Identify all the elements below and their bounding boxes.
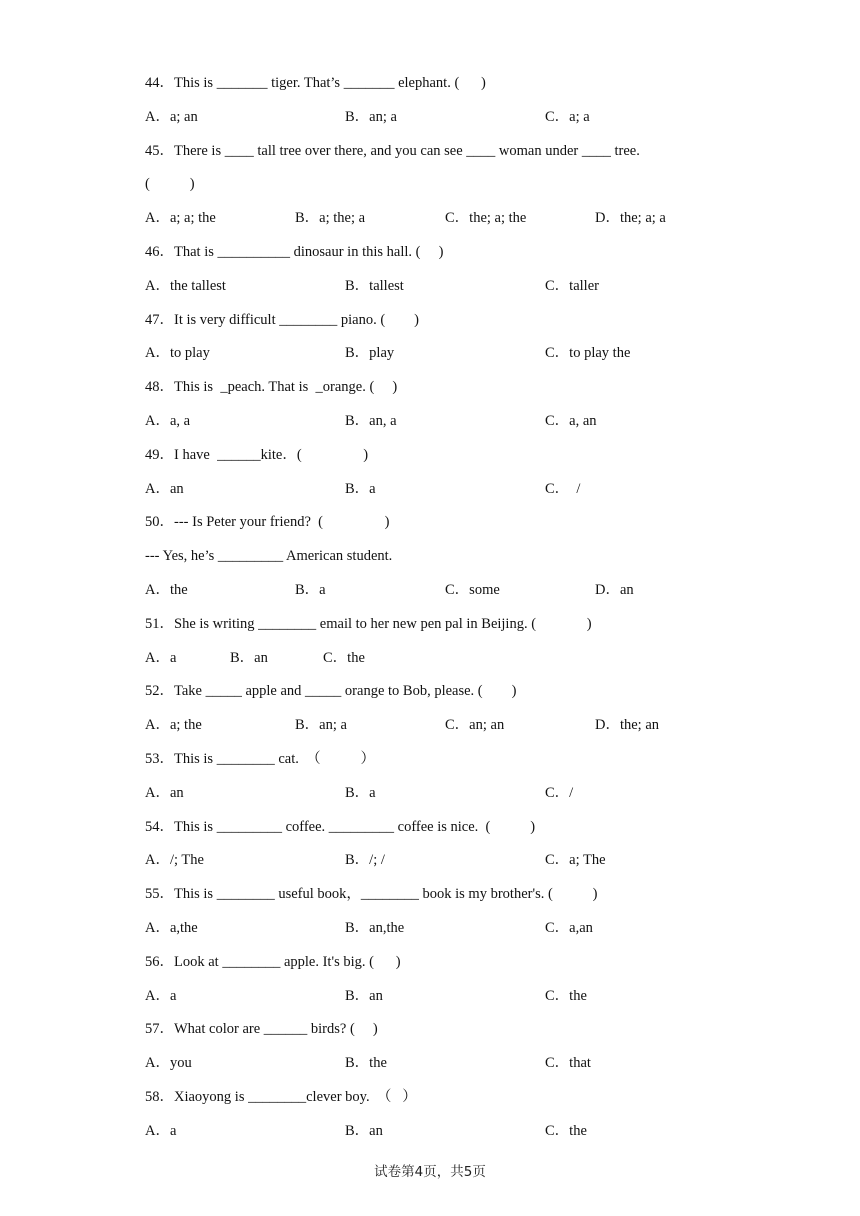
answer-options xyxy=(145,1053,835,1073)
option-a[interactable]: A．an xyxy=(145,480,184,497)
option-a[interactable]: A．a; a; the xyxy=(145,210,216,227)
option-c[interactable]: C．a; The xyxy=(545,852,606,869)
answer-options xyxy=(145,411,835,431)
option-a[interactable]: A．a xyxy=(145,1122,177,1139)
question-stem: 49．I have ______kite．( ) xyxy=(145,446,369,463)
option-c[interactable]: C．to play the xyxy=(545,345,631,362)
option-c[interactable]: C．/ xyxy=(545,784,574,801)
option-d[interactable]: D．an xyxy=(595,582,634,598)
question-stem: 54．This is _________ coffee. _________ coffee is nice. ( ) xyxy=(145,818,536,835)
option-c[interactable]: C．the xyxy=(545,1122,587,1139)
option-b[interactable]: B．tallest xyxy=(345,277,404,294)
option-b[interactable]: B．an xyxy=(230,649,268,666)
option-a[interactable]: A．a; an xyxy=(145,108,198,125)
answer-options xyxy=(145,648,835,668)
question-stem: 48．This is _peach. That is _orange. ( ) xyxy=(145,379,398,396)
option-b[interactable]: B．/; / xyxy=(345,852,385,869)
option-a[interactable]: A．a,the xyxy=(145,920,198,936)
question-stem: 57．What color are ______ birds? ( ) xyxy=(145,1021,378,1038)
option-d[interactable]: D．the; a; a xyxy=(595,210,666,227)
option-c[interactable]: C．a,an xyxy=(545,920,593,936)
option-a[interactable]: A．an xyxy=(145,784,184,801)
option-b[interactable]: B．an,the xyxy=(345,920,405,936)
option-b[interactable]: B．a xyxy=(345,480,376,497)
answer-options xyxy=(145,986,835,1006)
answer-options xyxy=(145,1121,835,1141)
answer-options xyxy=(145,783,835,803)
option-c[interactable]: C．some xyxy=(445,582,500,598)
option-c[interactable]: C．an; an xyxy=(445,717,505,734)
option-b[interactable]: B．a xyxy=(295,582,326,598)
option-b[interactable]: B．a; the; a xyxy=(295,210,366,227)
option-d[interactable]: D．the; an xyxy=(595,717,660,734)
answer-options xyxy=(145,276,835,296)
option-a[interactable]: A．/; The xyxy=(145,852,204,869)
option-a[interactable]: A．the tallest xyxy=(145,277,226,294)
option-c[interactable]: C．a; a xyxy=(545,108,590,125)
option-c[interactable]: C．that xyxy=(545,1055,591,1072)
answer-options xyxy=(145,479,835,499)
question-stem: 45．There is ____ tall tree over there, and you can see ____ woman under ____ tree. xyxy=(145,142,640,159)
option-b[interactable]: B．a xyxy=(345,784,376,801)
option-a[interactable]: A．a, a xyxy=(145,413,191,429)
answer-options xyxy=(145,107,835,127)
option-a[interactable]: A．a; the xyxy=(145,717,202,734)
option-c[interactable]: C．taller xyxy=(545,277,599,294)
option-a[interactable]: A．the xyxy=(145,582,188,598)
option-b[interactable]: B．the xyxy=(345,1055,387,1072)
question-stem-continued: --- Yes, he’s _________ American student. xyxy=(145,548,393,565)
question-stem: 56．Look at ________ apple. It's big. ( ) xyxy=(145,953,401,970)
option-c[interactable]: C． / xyxy=(545,480,581,497)
question-stem: 50．--- Is Peter your friend? ( ) xyxy=(145,514,390,531)
option-a[interactable]: A．you xyxy=(145,1055,192,1072)
question-stem: 53．This is ________ cat. （ ） xyxy=(145,751,375,767)
question-stem: 47．It is very difficult ________ piano. ( ) xyxy=(145,311,419,328)
option-c[interactable]: C．the xyxy=(545,987,587,1004)
option-c[interactable]: C．a, an xyxy=(545,413,597,429)
answer-options xyxy=(145,918,835,938)
question-stem: 58．Xiaoyong is ________clever boy. （ ） xyxy=(145,1089,417,1105)
answer-options xyxy=(145,850,835,870)
option-b[interactable]: B．an, a xyxy=(345,413,397,429)
question-stem-continued: ( ) xyxy=(145,176,195,193)
option-b[interactable]: B．an; a xyxy=(295,717,347,734)
option-b[interactable]: B．an xyxy=(345,987,383,1004)
option-a[interactable]: A．a xyxy=(145,987,177,1004)
answer-options xyxy=(145,343,835,363)
question-stem: 51．She is writing ________ email to her new pen pal in Beijing. ( ) xyxy=(145,615,592,632)
option-b[interactable]: B．an; a xyxy=(345,108,397,125)
option-b[interactable]: B．an xyxy=(345,1122,383,1139)
option-c[interactable]: C．the xyxy=(323,649,365,666)
answer-options xyxy=(145,715,835,735)
option-c[interactable]: C．the; a; the xyxy=(445,210,527,227)
option-a[interactable]: A．to play xyxy=(145,345,210,362)
answer-options xyxy=(145,580,835,600)
answer-options xyxy=(145,208,835,228)
option-b[interactable]: B．play xyxy=(345,345,395,362)
question-stem: 44．This is _______ tiger. That’s _______ elephant. ( ) xyxy=(145,75,486,91)
question-stem: 52．Take _____ apple and _____ orange to Bob, please. ( ) xyxy=(145,683,517,700)
question-stem: 46．That is __________ dinosaur in this hall. ( ) xyxy=(145,244,444,260)
page-footer: 试卷第4页，共5页 xyxy=(374,1164,486,1180)
question-stem: 55．This is ________ useful book，________ book is my brother's. ( ) xyxy=(145,886,598,903)
option-a[interactable]: A．a xyxy=(145,649,177,666)
